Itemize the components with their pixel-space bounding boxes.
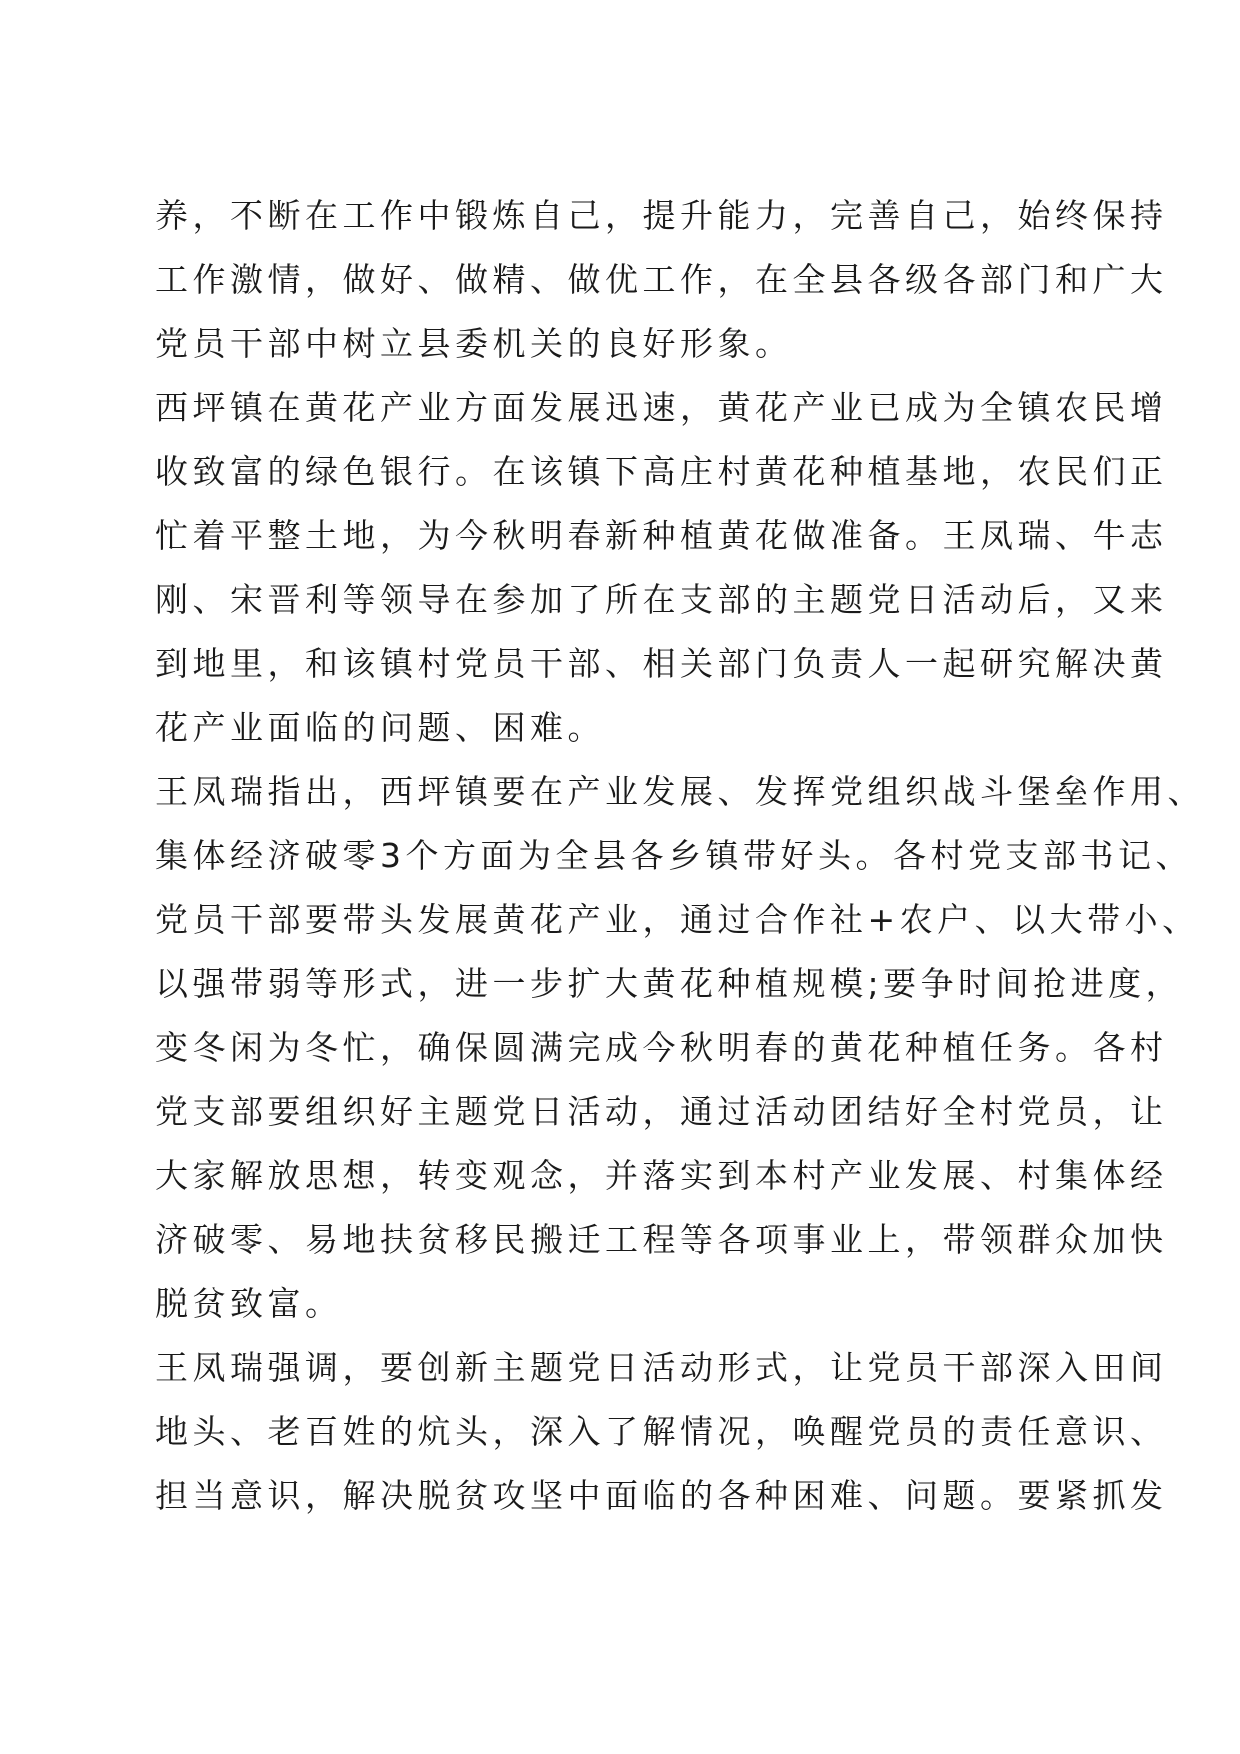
text-line: 养，不断在工作中锻炼自己，提升能力，完善自己，始终保持 [155, 196, 1168, 235]
text-line: 脱贫致富。 [155, 1284, 343, 1323]
text-line: 王凤瑞强调，要创新主题党日活动形式，让党员干部深入田间 [155, 1348, 1168, 1387]
text-line: 大家解放思想，转变观念，并落实到本村产业发展、村集体经 [155, 1156, 1168, 1195]
text-line: 王凤瑞指出，西坪镇要在产业发展、发挥党组织战斗堡垒作用、 [155, 772, 1205, 811]
text-line: 花产业面临的问题、困难。 [155, 708, 605, 747]
text-line: 到地里，和该镇村党员干部、相关部门负责人一起研究解决黄 [155, 644, 1168, 683]
text-line: 以强带弱等形式，进一步扩大黄花种植规模;要争时间抢进度， [155, 964, 1184, 1003]
text-line: 刚、宋晋利等领导在参加了所在支部的主题党日活动后，又来 [155, 580, 1168, 619]
text-line: 党员干部中树立县委机关的良好形象。 [155, 324, 793, 363]
text-line: 地头、老百姓的炕头，深入了解情况，唤醒党员的责任意识、 [155, 1412, 1168, 1451]
text-line: 党支部要组织好主题党日活动，通过活动团结好全村党员，让 [155, 1092, 1168, 1131]
text-line: 济破零、易地扶贫移民搬迁工程等各项事业上，带领群众加快 [155, 1220, 1168, 1259]
text-line: 忙着平整土地，为今秋明春新种植黄花做准备。王凤瑞、牛志 [155, 516, 1168, 555]
text-line: 党员干部要带头发展黄花产业，通过合作社+农户、以大带小、 [155, 900, 1200, 939]
text-line: 变冬闲为冬忙，确保圆满完成今秋明春的黄花种植任务。各村 [155, 1028, 1168, 1067]
text-line: 西坪镇在黄花产业方面发展迅速，黄花产业已成为全镇农民增 [155, 388, 1168, 427]
text-line: 收致富的绿色银行。在该镇下高庄村黄花种植基地，农民们正 [155, 452, 1168, 491]
document-body [155, 184, 1205, 1528]
text-line: 担当意识，解决脱贫攻坚中面临的各种困难、问题。要紧抓发 [155, 1476, 1168, 1515]
text-line: 集体经济破零3个方面为全县各乡镇带好头。各村党支部书记、 [155, 836, 1193, 875]
text-line: 工作激情，做好、做精、做优工作，在全县各级各部门和广大 [155, 260, 1168, 299]
